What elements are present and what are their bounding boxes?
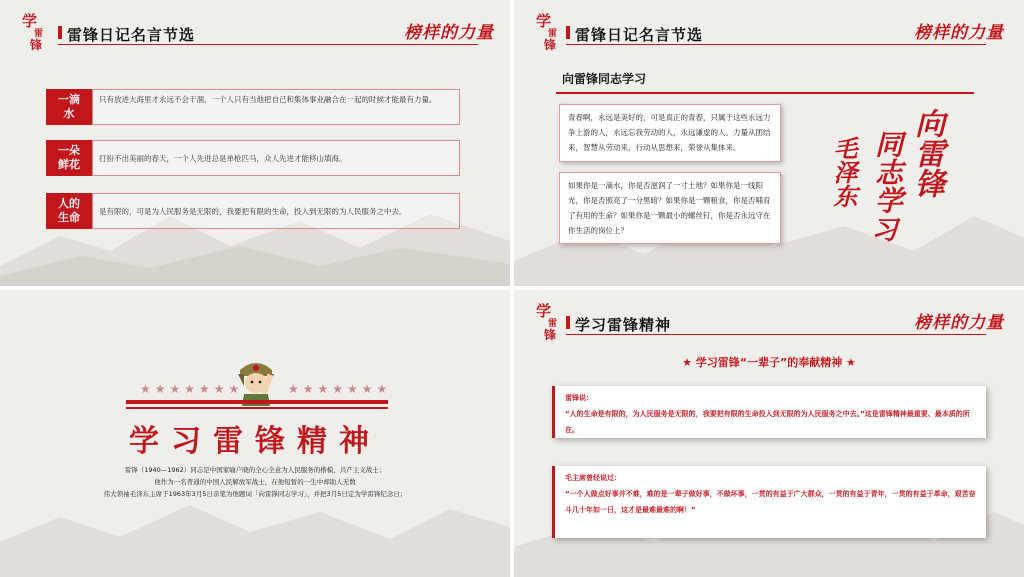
- intro-line-1: 雷锋（1940—1962）同志是中国家喻户晓的全心全意为人民服务的楷模，共产主义战士；: [124, 466, 386, 474]
- row-text-life: 是有限的，可是为人民服务是无限的，我要把有限的生命，投入到无限的为人民服务之中去。: [92, 193, 460, 229]
- star-decoration-right: ★★★★★★★: [288, 382, 392, 396]
- logo: 学 雷 锋: [536, 302, 558, 342]
- brand-logo: 榜样的力量: [914, 23, 1004, 43]
- card-heading: 雷锋说：: [565, 394, 593, 402]
- card-text: “一个人做点好事并不难，难的是一辈子做好事，不做坏事，一贯的有益于广大群众，一贯的有益于青年，一贯的有益于革命，艰苦奋斗几十年如一日，这才是最难最难的啊！”: [565, 490, 976, 514]
- logo: 学 雷 锋: [536, 12, 558, 52]
- title-marker: [566, 26, 570, 39]
- calligraphy-line-3: 习: [867, 216, 897, 242]
- intro-paragraph: [0, 464, 510, 500]
- quote-card-chairman-mao: [552, 466, 986, 538]
- intro-line-3: 伟大领袖毛泽东主席于1963年3月5日亲笔为他题词「向雷锋同志学习」，并把3月5日定为学雷锋纪念日；: [103, 490, 407, 498]
- slide-title: 学习雷锋精神: [575, 316, 672, 334]
- slide-title-learn-spirit[interactable]: [0, 290, 510, 577]
- title-underline: [566, 334, 986, 335]
- intro-line-2: 他作为一名普通的中国人民解放军战士，在他短暂的一生中却助人无数: [154, 478, 356, 486]
- calligraphy-line-2: 同志学: [871, 130, 904, 214]
- quote-card-leifeng: [552, 386, 986, 438]
- main-title: 学习雷锋精神: [129, 424, 381, 459]
- row-text-water: 只有放进大海里才永远不会干涸，一个人只有当他把自己和集体事业融合在一起的时候才能最有力量。: [92, 89, 460, 125]
- title-underline: [58, 44, 478, 45]
- quote-youth: 青春啊，永远是美好的，可是真正的青春，只属于这些永远力争上游的人，永远忘我劳动的人，永远谦虚的人。力量从团结来，智慧从劳动来，行动从思想来，荣誉从集体来。: [559, 104, 781, 162]
- star-decoration-left: ★★★★★★★: [140, 382, 244, 396]
- slide-title: 雷锋日记名言节选: [67, 26, 196, 44]
- title-marker: [58, 26, 62, 39]
- slide-diary-quotes[interactable]: [0, 0, 510, 286]
- card-heading: 毛主席曾经说过：: [565, 474, 621, 482]
- brand-logo: 榜样的力量: [914, 313, 1004, 333]
- quote-drop-of-water: 如果你是一滴水，你是否滋润了一寸土地？如果你是一线阳光，你是否照亮了一分黑暗？如果你是一颗粮食，你是否哺育了有用的生命？如果你是一颗最小的螺丝钉，你是否永远守在你生活的岗位上？: [559, 172, 781, 244]
- card-text: “人的生命是有限的，为人民服务是无限的，我要把有限的生命投入到无限的为人民服务之中去。”这是雷锋精神最重要、最本质的所在。: [565, 410, 970, 434]
- title-underline: [566, 44, 986, 45]
- section-subtitle: 向雷锋同志学习: [562, 72, 647, 86]
- row-label-flower: 一朵 鲜花: [46, 140, 92, 176]
- row-text-flower: 打扮不出美丽的春天，一个人先进总是单枪匹马，众人先进才能移山填海。: [92, 140, 460, 176]
- logo: 学 雷 锋: [22, 12, 44, 52]
- row-label-life: 人的 生命: [46, 193, 92, 229]
- slide-title: 雷锋日记名言节选: [575, 26, 704, 44]
- red-band-bottom: [126, 407, 388, 409]
- row-label-water: 一滴 水: [46, 89, 92, 125]
- title-marker: [566, 316, 570, 329]
- slide-learn-from-leifeng[interactable]: [514, 0, 1024, 286]
- calligraphy-signature: 毛泽东: [829, 136, 858, 208]
- subtitle-underline: [556, 92, 974, 94]
- soldier-icon: [236, 354, 276, 406]
- calligraphy-line-1: 向雷锋: [909, 108, 944, 198]
- red-band-top: [126, 400, 388, 404]
- brand-logo: 榜样的力量: [404, 23, 494, 43]
- section-banner: ★ 学习雷锋“一辈子”的奉献精神 ★: [682, 356, 856, 369]
- slide-lifelong-dedication[interactable]: [514, 290, 1024, 577]
